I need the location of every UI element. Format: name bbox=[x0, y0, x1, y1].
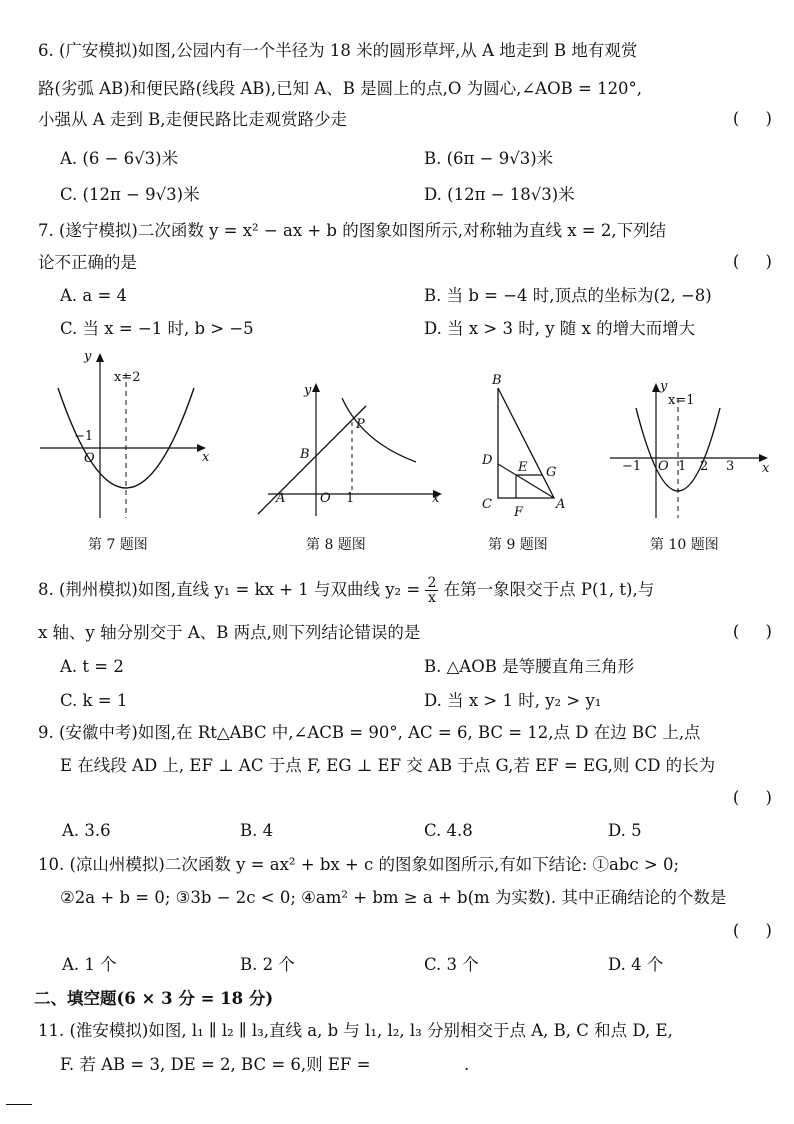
q9-option-c[interactable]: C. 4.8 bbox=[424, 821, 473, 840]
q10-option-d[interactable]: D. 4 个 bbox=[608, 955, 664, 974]
fig8-y-label: y bbox=[304, 383, 312, 398]
q8-option-b[interactable]: B. △AOB 是等腰直角三角形 bbox=[424, 657, 635, 676]
fig9-point-g: G bbox=[546, 465, 557, 480]
q9-answer-paren[interactable]: ( ) bbox=[732, 788, 772, 807]
fig9-point-f: F bbox=[514, 505, 524, 520]
q8-answer-paren[interactable]: ( ) bbox=[732, 622, 772, 641]
fig10-axis-label: x=1 bbox=[668, 393, 695, 408]
footer-rule bbox=[6, 1104, 32, 1105]
q6-option-b[interactable]: B. (6π − 9√3)米 bbox=[424, 149, 554, 168]
q7-option-c[interactable]: C. 当 x = −1 时, b > −5 bbox=[60, 319, 254, 338]
q6-option-d[interactable]: D. (12π − 18√3)米 bbox=[424, 185, 575, 204]
q11-line2: F. 若 AB = 3, DE = 2, BC = 6,则 EF = bbox=[60, 1055, 371, 1074]
fig8-point-b: B bbox=[300, 447, 310, 462]
q7-line2: 论不正确的是 bbox=[38, 253, 137, 272]
q10-line1: 10. (凉山州模拟)二次函数 y = ax² + bx + c 的图象如图所示,有如下结论: ①abc > 0; bbox=[38, 855, 680, 874]
fig9-point-a: A bbox=[556, 497, 566, 512]
q8-option-a[interactable]: A. t = 2 bbox=[60, 657, 124, 676]
fig10-y-label: y bbox=[660, 379, 668, 394]
q10-option-b[interactable]: B. 2 个 bbox=[240, 955, 295, 974]
q6-option-a[interactable]: A. (6 − 6√3)米 bbox=[60, 149, 179, 168]
fig10-tick-one: 1 bbox=[678, 459, 687, 474]
q10-option-c[interactable]: C. 3 个 bbox=[424, 955, 479, 974]
fig9-point-e: E bbox=[518, 460, 528, 475]
q7-line1: 7. (遂宁模拟)二次函数 y = x² − ax + b 的图象如图所示,对称轴为直线 x = 2,下列结 bbox=[38, 221, 667, 240]
fig10-caption: 第 10 题图 bbox=[650, 537, 719, 553]
fig9-point-d: D bbox=[482, 453, 493, 468]
figure-9 bbox=[474, 370, 584, 520]
fig7-origin-label: O bbox=[84, 451, 95, 466]
q10-answer-paren[interactable]: ( ) bbox=[732, 921, 772, 940]
figure-10 bbox=[606, 378, 776, 520]
fig8-origin-label: O bbox=[320, 491, 331, 506]
q8-line2: x 轴、y 轴分别交于 A、B 两点,则下列结论错误的是 bbox=[38, 623, 421, 642]
fig8-point-p: P bbox=[356, 417, 365, 432]
fig7-x-label: x bbox=[202, 450, 210, 465]
q10-option-a[interactable]: A. 1 个 bbox=[62, 955, 117, 974]
section-2-title: 二、填空题(6 × 3 分 = 18 分) bbox=[34, 989, 274, 1008]
q6-line2: 路(劣弧 AB)和便民路(线段 AB),已知 A、B 是圆上的点,O 为圆心,∠AOB = 120°, bbox=[38, 79, 643, 98]
q8-line1-start: 8. (荆州模拟)如图,直线 y₁ = kx + 1 与双曲线 y₂ = bbox=[38, 580, 421, 599]
fig10-tick-minus-one: −1 bbox=[622, 459, 642, 474]
q11-blank-end[interactable]: . bbox=[464, 1055, 470, 1074]
fig9-caption: 第 9 题图 bbox=[488, 537, 548, 553]
fig8-tick-one: 1 bbox=[346, 491, 355, 506]
q7-option-a[interactable]: A. a = 4 bbox=[60, 286, 128, 305]
figure-7 bbox=[40, 348, 215, 520]
q7-option-d[interactable]: D. 当 x > 3 时, y 随 x 的增大而增大 bbox=[424, 319, 696, 338]
figure-8 bbox=[248, 378, 448, 518]
fig10-x-label: x bbox=[762, 461, 770, 476]
fig9-point-c: C bbox=[482, 497, 492, 512]
q6-answer-paren[interactable]: ( ) bbox=[732, 109, 772, 128]
q9-option-d[interactable]: D. 5 bbox=[608, 821, 642, 840]
q7-answer-paren[interactable]: ( ) bbox=[732, 252, 772, 271]
q8-line1-end: 在第一象限交于点 P(1, t),与 bbox=[443, 580, 655, 599]
q8-fraction bbox=[425, 576, 438, 605]
fig7-y-label: y bbox=[84, 349, 92, 364]
q9-option-a[interactable]: A. 3.6 bbox=[62, 821, 111, 840]
q9-line1: 9. (安徽中考)如图,在 Rt△ABC 中,∠ACB = 90°, AC = 6, BC = 12,点 D 在边 BC 上,点 bbox=[38, 723, 701, 742]
q9-option-b[interactable]: B. 4 bbox=[240, 821, 274, 840]
q8-option-c[interactable]: C. k = 1 bbox=[60, 691, 128, 710]
q8-frac-num: 2 bbox=[427, 575, 437, 591]
fig10-tick-three: 3 bbox=[726, 459, 735, 474]
q8-line1 bbox=[38, 576, 774, 605]
fig8-point-a: A bbox=[276, 491, 286, 506]
fig7-tick-label: −1 bbox=[74, 429, 94, 444]
q8-frac-den: x bbox=[427, 590, 436, 606]
fig8-caption: 第 8 题图 bbox=[306, 537, 366, 553]
fig8-x-label: x bbox=[432, 491, 440, 506]
q11-line1: 11. (淮安模拟)如图, l₁ ∥ l₂ ∥ l₃,直线 a, b 与 l₁, l₂, l₃ 分别相交于点 A, B, C 和点 D, E, bbox=[38, 1021, 673, 1040]
q7-option-b[interactable]: B. 当 b = −4 时,顶点的坐标为(2, −8) bbox=[424, 286, 712, 305]
fig9-point-b: B bbox=[492, 373, 502, 388]
q9-line2: E 在线段 AD 上, EF ⊥ AC 于点 F, EG ⊥ EF 交 AB 于点 G,若 EF = EG,则 CD 的长为 bbox=[60, 756, 716, 775]
fig7-axis-label: x=2 bbox=[114, 370, 141, 385]
q6-line1: 6. (广安模拟)如图,公园内有一个半径为 18 米的圆形草坪,从 A 地走到 B 地有观赏 bbox=[38, 41, 638, 60]
q6-line3: 小强从 A 走到 B,走便民路比走观赏路少走 bbox=[38, 110, 348, 129]
fig10-tick-two: 2 bbox=[700, 459, 709, 474]
q10-line2: ②2a + b = 0; ③3b − 2c < 0; ④am² + bm ≥ a + b(m 为实数). 其中正确结论的个数是 bbox=[60, 888, 727, 907]
q8-option-d[interactable]: D. 当 x > 1 时, y₂ > y₁ bbox=[424, 691, 602, 710]
fig7-caption: 第 7 题图 bbox=[88, 537, 148, 553]
q6-option-c[interactable]: C. (12π − 9√3)米 bbox=[60, 185, 200, 204]
fig10-origin-label: O bbox=[658, 459, 669, 474]
